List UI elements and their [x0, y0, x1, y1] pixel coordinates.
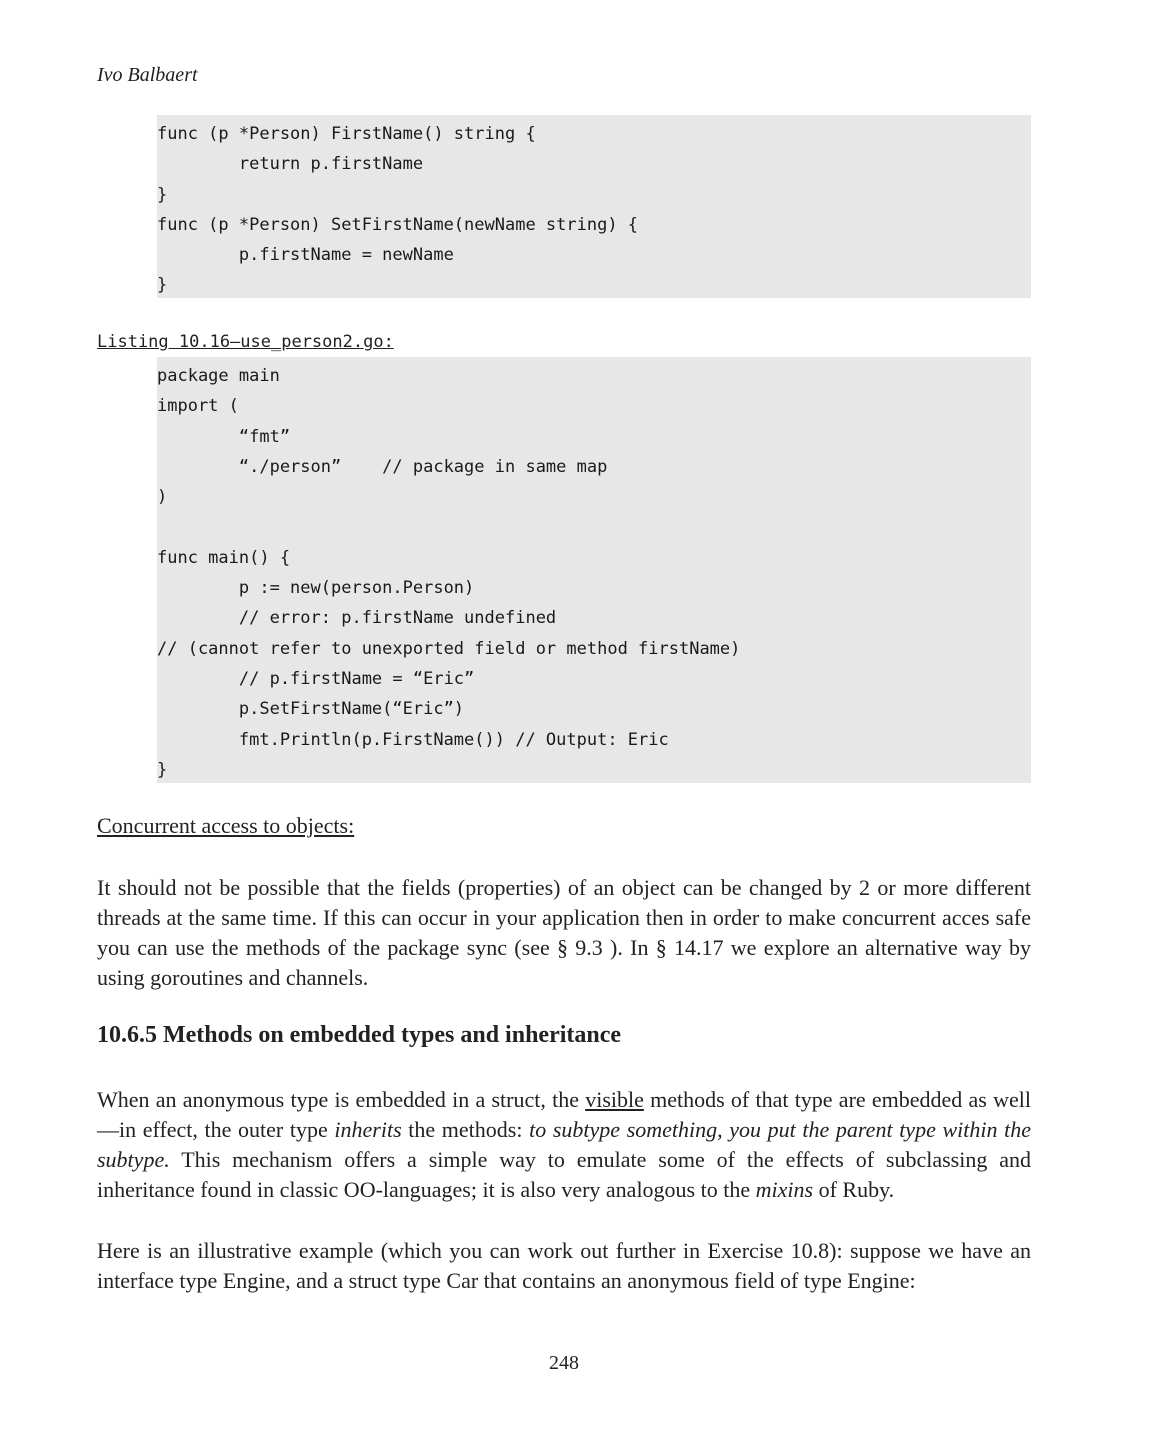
code-block-person-methods — [157, 115, 1031, 298]
text-run: When an anonymous type is embedded in a struct, the — [97, 1087, 586, 1112]
code-line: p.SetFirstName(“Eric”) — [157, 699, 465, 720]
italic-term-inherits: inherits — [334, 1117, 402, 1142]
code-line: } — [157, 759, 168, 780]
code-line: “./person” // package in same map — [157, 456, 608, 477]
italic-term-mixins: mixins — [755, 1177, 814, 1202]
running-header-author: Ivo Balbaert — [97, 64, 198, 86]
code-line: } — [157, 184, 168, 205]
code-line: fmt.Println(p.FirstName()) // Output: Eric — [157, 729, 669, 750]
listing-caption: Listing 10.16—use_person2.go: — [97, 332, 394, 352]
italic-phrase-subtype: to subtype something, you put the parent type within the subtype. — [97, 1117, 1031, 1172]
underlined-term-visible: visible — [585, 1087, 644, 1112]
concurrent-access-paragraph: It should not be possible that the fields (properties) of an object can be changed by 2 or more different threads at the same time. If this can occur in your application then in order to make concurrent acces safe you can use the methods of the package sync (see § 9.3 ). In § 14.17 we explore an alternative way by using goroutines and channels. — [97, 875, 1031, 990]
code-line: // p.firstName = “Eric” — [157, 668, 475, 689]
text-run: of Ruby. — [813, 1177, 895, 1202]
code-line: package main — [157, 366, 280, 386]
code-line: return p.firstName — [157, 154, 424, 175]
code-line: func (p *Person) FirstName() string { — [157, 124, 536, 144]
embedded-types-paragraph — [97, 1085, 1031, 1205]
text-run: methods of that type are embedded as well—in effect, the outer type — [97, 1087, 1031, 1142]
concurrent-access-heading: Concurrent access to objects: — [97, 813, 355, 838]
code-line: func (p *Person) SetFirstName(newName string) { — [157, 214, 639, 235]
code-line: } — [157, 275, 168, 296]
code-line: import ( — [157, 396, 239, 417]
code-line: ) — [157, 487, 168, 508]
code-line: p := new(person.Person) — [157, 578, 475, 599]
code-line: // (cannot refer to unexported field or method firstName) — [157, 638, 741, 659]
code-line: func main() { — [157, 547, 291, 568]
section-heading: 10.6.5 Methods on embedded types and inheritance — [97, 1022, 622, 1048]
example-paragraph: Here is an illustrative example (which you can work out further in Exercise 10.8): suppose we have an interface type Engine, and a struct type Car that contains an anonymous field of type Engine: — [97, 1238, 1031, 1293]
code-line: “fmt” — [157, 426, 291, 447]
code-line-blank — [157, 512, 1031, 542]
code-line: // error: p.firstName undefined — [157, 608, 557, 629]
text-run: This mechanism offers a simple way to emulate some of the effects of subclassing and inheritance found in classic OO-languages; it is also very analogous to the — [97, 1147, 1031, 1202]
code-line: p.firstName = newName — [157, 245, 454, 266]
page-number: 248 — [549, 1352, 579, 1374]
text-run: the methods: — [401, 1117, 530, 1142]
code-block-use-person2 — [157, 357, 1031, 783]
